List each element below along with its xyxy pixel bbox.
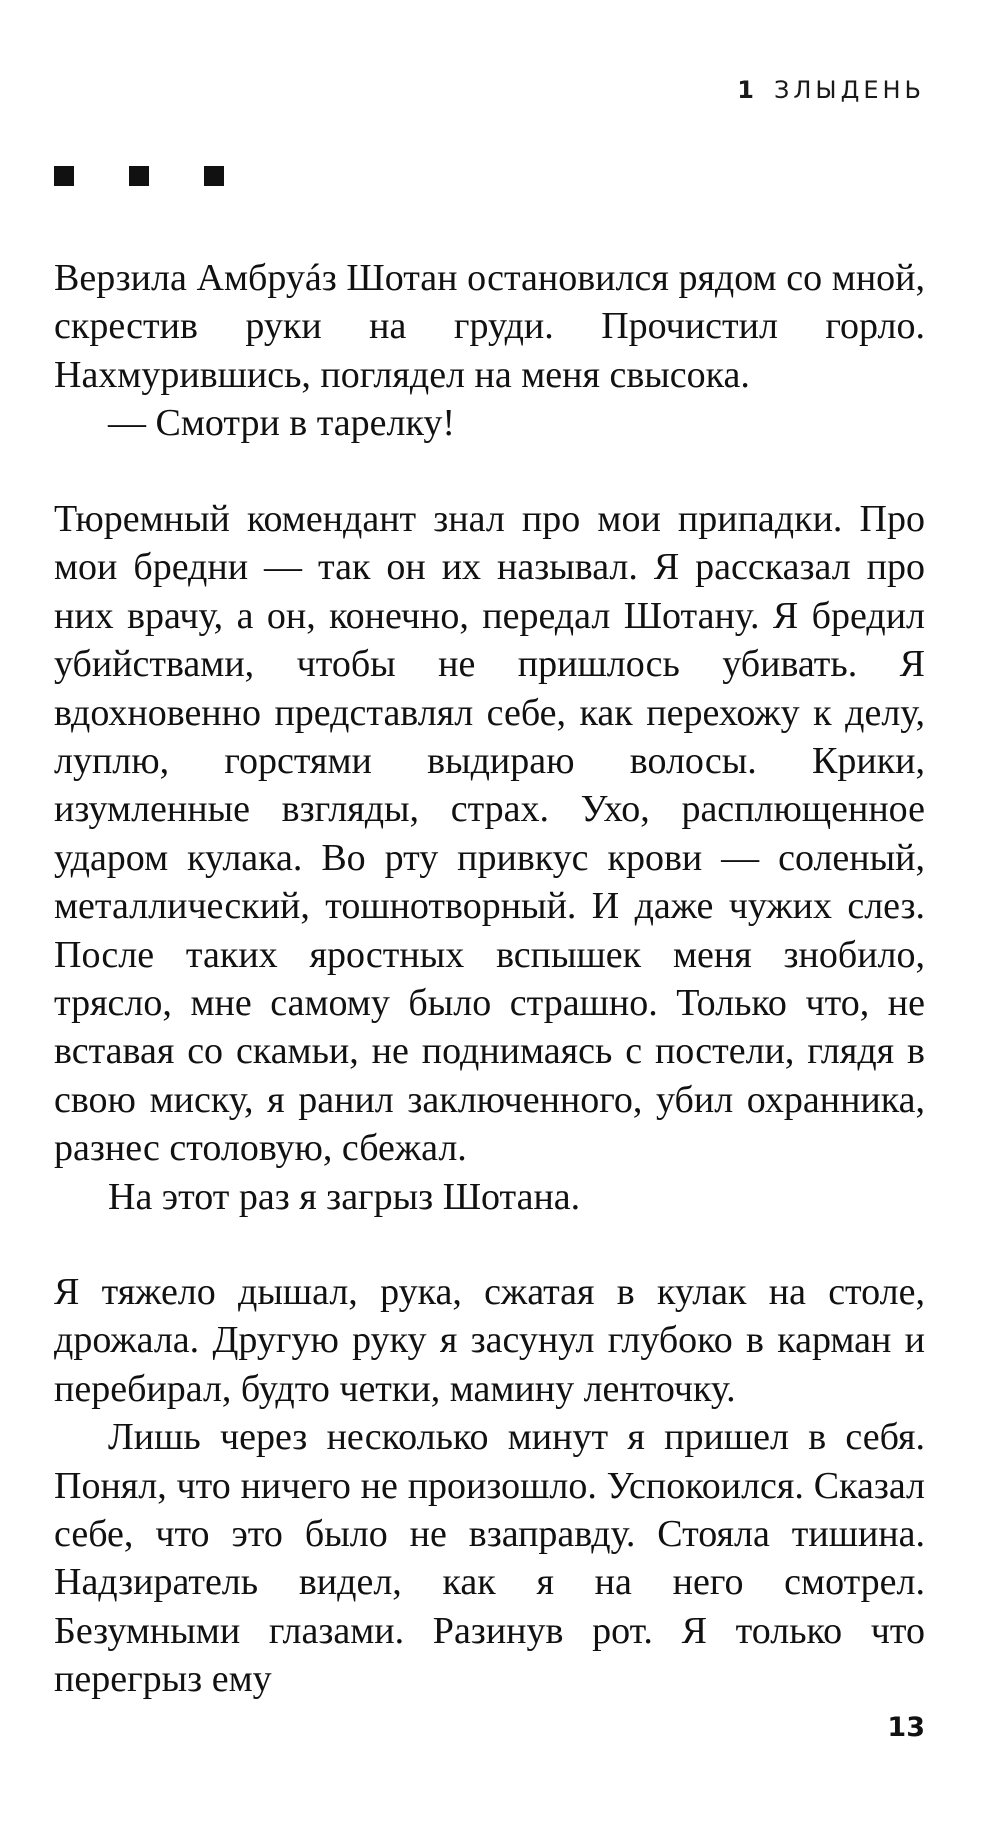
- dialogue-line: — Смотри в тарелку!: [108, 402, 456, 445]
- paragraph: На этот раз я загрыз Шотана.: [108, 1175, 581, 1218]
- text-block-2: [54, 495, 925, 1221]
- paragraph: Тюремный комендант знал про мои припадки. Про мои бредни — так он их называл. Я рассказал про них врачу, а он, конечно, передал Шотану. Я бредил убийствами, чтобы не пришлось убивать. Я вдохновенно представлял себе, как перехожу к делу, луплю, горстями выдираю волосы. Крики, изумленные взгляды, страх. Ухо, расплющенное ударом кулака. Во рту привкус крови — соленый, металлический, тошнотворный. И даже чужих слез. После таких яростных вспышек меня знобило, трясло, мне самому было страшно. Только что, не вставая со скамьи, не поднимаясь с постели, глядя в свою миску, я ранил заключенного, убил охранника, разнес столовую, сбежал.: [54, 498, 925, 1170]
- ornament-square: [204, 166, 224, 186]
- paragraph: Я тяжело дышал, рука, сжатая в кулак на столе, дрожала. Другую руку я засунул глубоко в карман и перебирал, будто четки, мамину ленточку.: [54, 1271, 925, 1410]
- paragraph: Лишь через несколько минут я пришел в себя. Понял, что ничего не произошло. Успокоился. Сказал себе, что это было не взаправду. Стояла тишина. Надзиратель видел, как я на него смотрел. Безумными глазами. Разинув рот. Я только что перегрыз ему: [54, 1416, 925, 1701]
- section-break-ornament-icon: [54, 166, 224, 186]
- chapter-number: 1: [737, 76, 758, 104]
- chapter-title: ЗЛЫДЕНЬ: [773, 76, 925, 104]
- running-head: [737, 76, 925, 104]
- page-number: 13: [887, 1712, 925, 1743]
- text-block-1: [54, 254, 925, 448]
- ornament-square: [129, 166, 149, 186]
- ornament-square: [54, 166, 74, 186]
- text-block-3: [54, 1268, 925, 1704]
- paragraph: Верзила Амбруáз Шотан остановился рядом со мной, скрестив руки на груди. Прочистил горло. Нахмурившись, поглядел на меня свысока.: [54, 257, 925, 396]
